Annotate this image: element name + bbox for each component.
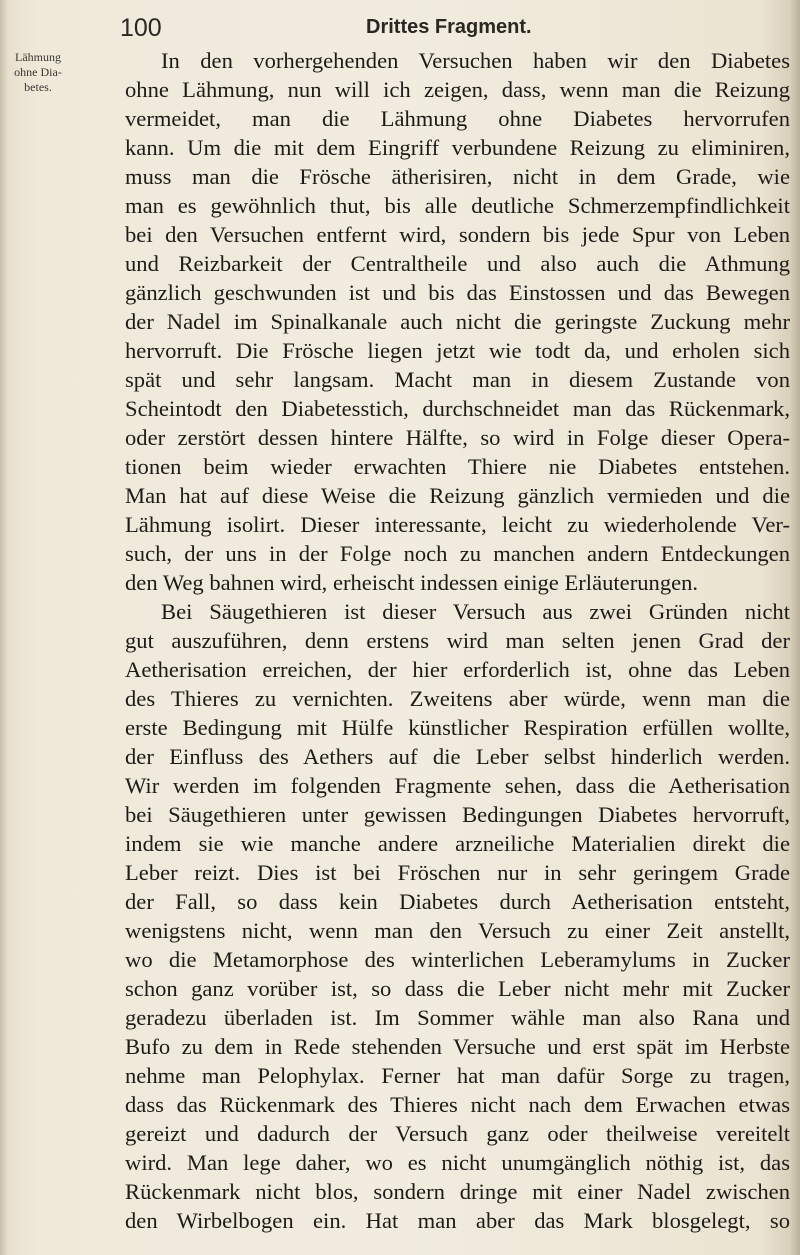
- margin-note-line: ohne Dia-: [14, 65, 62, 79]
- text-line: wird. Man lege daher, wo es nicht unumgänglich nöthig ist, das: [125, 1150, 790, 1175]
- text-line: den Weg bahnen wird, erheischt indessen einige Erläuterungen.: [125, 570, 699, 595]
- margin-note-line: Lähmung: [15, 50, 61, 64]
- running-head: Drittes Fragment.: [366, 16, 532, 38]
- text-line: Rückenmark nicht blos, sondern dringe mit einer Nadel zwischen: [125, 1179, 790, 1204]
- text-line: muss man die Frösche ätherisiren, nicht in dem Grade, wie: [125, 164, 790, 189]
- text-line: dass das Rückenmark des Thieres nicht nach dem Erwachen etwas: [125, 1092, 790, 1117]
- text-line: Aetherisation erreichen, der hier erforderlich ist, ohne das Leben: [125, 657, 790, 682]
- text-line: Wir werden im folgenden Fragmente sehen, dass die Aetherisation: [125, 773, 790, 798]
- text-line: erste Bedingung mit Hülfe künstlicher Respiration erfüllen wollte,: [125, 715, 790, 740]
- margin-note-line: betes.: [24, 80, 52, 94]
- text-line: des Thieres zu vernichten. Zweitens aber würde, wenn man die: [125, 686, 790, 711]
- text-line: indem sie wie manche andere arzneiliche Materialien direkt die: [125, 831, 790, 856]
- text-line: hervorruft. Die Frösche liegen jetzt wie todt da, und erholen sich: [125, 338, 790, 363]
- text-line: tionen beim wieder erwachten Thiere nie Diabetes entstehen.: [125, 454, 790, 479]
- text-line: oder zerstört dessen hintere Hälfte, so wird in Folge dieser Opera-: [125, 425, 790, 450]
- text-line: wo die Metamorphose des winterlichen Leberamylums in Zucker: [125, 947, 790, 972]
- text-line: Leber reizt. Dies ist bei Fröschen nur in sehr geringem Grade: [125, 860, 790, 885]
- text-line: Bei Säugethieren ist dieser Versuch aus zwei Gründen nicht: [161, 599, 790, 624]
- text-line: such, der uns in der Folge noch zu manchen andern Entdeckungen: [125, 541, 790, 566]
- text-line: gänzlich geschwunden ist und bis das Einstossen und das Bewegen: [125, 280, 790, 305]
- text-line: vermeidet, man die Lähmung ohne Diabetes hervorrufen: [125, 106, 790, 131]
- text-line: nehme man Pelophylax. Ferner hat man dafür Sorge zu tragen,: [125, 1063, 790, 1088]
- text-line: Man hat auf diese Weise die Reizung gänzlich vermieden und die: [125, 483, 790, 508]
- text-line: geradezu überladen ist. Im Sommer wähle man also Rana und: [125, 1005, 790, 1030]
- page-number: 100: [120, 14, 162, 42]
- text-line: der Fall, so dass kein Diabetes durch Aetherisation entsteht,: [125, 889, 790, 914]
- body-text: [125, 46, 790, 1235]
- text-line: In den vorhergehenden Versuchen haben wir den Diabetes: [161, 48, 790, 73]
- text-line: ohne Lähmung, nun will ich zeigen, dass, wenn man die Reizung: [125, 77, 790, 102]
- text-line: spät und sehr langsam. Macht man in diesem Zustande von: [125, 367, 790, 392]
- text-line: der Nadel im Spinalkanale auch nicht die geringste Zuckung mehr: [125, 309, 790, 334]
- text-line: man es gewöhnlich thut, bis alle deutliche Schmerzempfindlichkeit: [125, 193, 790, 218]
- text-line: schon ganz vorüber ist, so dass die Leber nicht mehr mit Zucker: [125, 976, 790, 1001]
- text-line: Lähmung isolirt. Dieser interessante, leicht zu wiederholende Ver-: [125, 512, 790, 537]
- page-header: [120, 14, 790, 48]
- text-line: kann. Um die mit dem Eingriff verbundene Reizung zu eliminiren,: [125, 135, 790, 160]
- text-line: wenigstens nicht, wenn man den Versuch zu einer Zeit anstellt,: [125, 918, 790, 943]
- text-line: gut auszuführen, denn erstens wird man selten jenen Grad der: [125, 628, 790, 653]
- text-line: gereizt und dadurch der Versuch ganz oder theilweise vereitelt: [125, 1121, 790, 1146]
- text-line: den Wirbelbogen ein. Hat man aber das Mark blosgelegt, so: [125, 1208, 790, 1233]
- page-gutter-shadow: [0, 0, 8, 1255]
- text-line: und Reizbarkeit der Centraltheile und also auch die Athmung: [125, 251, 790, 276]
- text-line: Bufo zu dem in Rede stehenden Versuche und erst spät im Herbste: [125, 1034, 790, 1059]
- margin-note: [4, 50, 72, 95]
- text-line: Scheintodt den Diabetesstich, durchschneidet man das Rückenmark,: [125, 396, 790, 421]
- text-line: bei den Versuchen entfernt wird, sondern bis jede Spur von Leben: [125, 222, 790, 247]
- text-line: bei Säugethieren unter gewissen Bedingungen Diabetes hervorruft,: [125, 802, 790, 827]
- text-line: der Einfluss des Aethers auf die Leber selbst hinderlich werden.: [125, 744, 790, 769]
